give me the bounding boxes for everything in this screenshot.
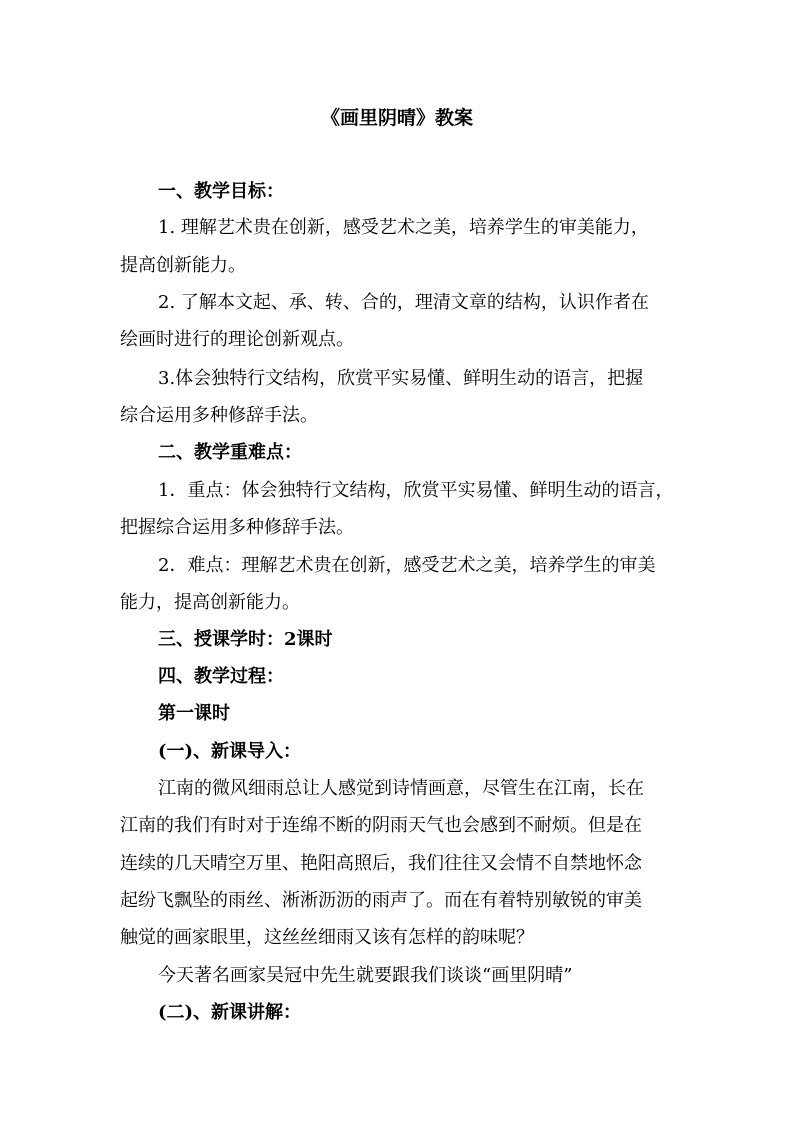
intro-paragraph-line-3: 连续的几天晴空万里、艳阳高照后，我们往往又会情不自禁地怀念	[120, 853, 642, 874]
objective-1-line-2: 提高创新能力。	[120, 255, 246, 276]
objective-3-line-2: 综合运用多种修辞手法。	[120, 405, 318, 426]
intro-closing-line: 今天著名画家吴冠中先生就要跟我们谈谈“画里阴晴”	[158, 965, 573, 986]
heading-teaching-objectives: 一、教学目标：	[158, 181, 284, 202]
heading-new-lesson: (二)、新课讲解：	[158, 1002, 302, 1023]
key-point-line-2: 把握综合运用多种修辞手法。	[120, 517, 354, 538]
intro-paragraph-line-1: 江南的微风细雨总让人感觉到诗情画意，尽管生在江南，长在	[158, 778, 644, 799]
difficult-point-line-1: 2．难点：理解艺术贵在创新，感受艺术之美，培养学生的审美	[158, 555, 656, 576]
objective-2-line-2: 绘画时进行的理论创新观点。	[120, 329, 354, 350]
intro-paragraph-line-2: 江南的我们有时对于连绵不断的阴雨天气也会感到不耐烦。但是在	[120, 815, 642, 836]
heading-teaching-process: 四、教学过程：	[158, 666, 284, 687]
difficult-point-line-2: 能力，提高创新能力。	[120, 592, 300, 613]
objective-1-line-1: 1. 理解艺术贵在创新，感受艺术之美，培养学生的审美能力，	[158, 217, 649, 238]
objective-2-line-1: 2. 了解本文起、承、转、合的，理清文章的结构，认识作者在	[158, 292, 649, 313]
intro-paragraph-line-4: 起纷飞飘坠的雨丝、淅淅沥沥的雨声了。而在有着特别敏锐的审美	[120, 890, 642, 911]
heading-first-lesson: 第一课时	[158, 703, 230, 724]
document-title: 《画里阴晴》教案	[320, 107, 473, 129]
intro-paragraph-line-5: 触觉的画家眼里，这丝丝细雨又该有怎样的韵味呢？	[120, 927, 534, 948]
key-point-line-1: 1．重点：体会独特行文结构，欣赏平实易懂、鲜明生动的语言，	[158, 480, 674, 501]
heading-class-hours: 三、授课学时：2课时	[158, 629, 333, 650]
heading-introduction: (一)、新课导入：	[158, 741, 302, 762]
heading-key-points: 二、教学重难点：	[158, 442, 302, 463]
objective-3-line-1: 3.体会独特行文结构，欣赏平实易懂、鲜明生动的语言，把握	[158, 368, 644, 389]
